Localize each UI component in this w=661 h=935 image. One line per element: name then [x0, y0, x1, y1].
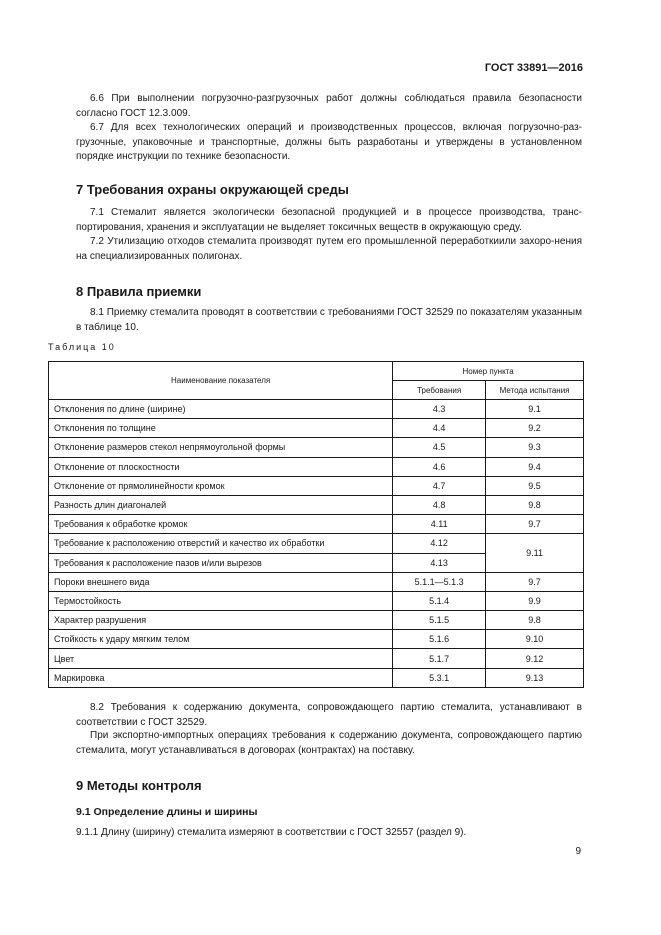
table-row [49, 419, 584, 438]
cell-req: 4.11 [393, 515, 486, 534]
cell-req: 4.13 [393, 553, 486, 572]
cell-name: Отклонение от прямолинейности кромок [49, 476, 393, 495]
cell-name: Цвет [49, 649, 393, 668]
indicators-table [48, 361, 584, 688]
table-row [49, 476, 584, 495]
cell-name: Стойкость к удару мягким телом [49, 630, 393, 649]
table-row [49, 534, 584, 553]
cell-name: Характер разрушения [49, 611, 393, 630]
cell-name: Отклонение размеров стекол непрямоугольной формы [49, 438, 393, 457]
section-8-title: 8 Правила приемки [76, 284, 202, 299]
cell-name: Отклонения по длине (ширине) [49, 400, 393, 419]
table-row [49, 611, 584, 630]
table-row [49, 630, 584, 649]
cell-method: 9.2 [486, 419, 584, 438]
table-caption: Таблица 10 [48, 342, 116, 352]
table-row [49, 591, 584, 610]
cell-method: 9.7 [486, 572, 584, 591]
paragraph-8-1: 8.1 Приемку стемалита проводят в соответствии с требованиями ГОСТ 32529 по показателям указанным в таблице 10. [76, 307, 582, 333]
table-row [49, 572, 584, 591]
section-9-title: 9 Методы контроля [76, 778, 202, 793]
cell-method: 9.9 [486, 591, 584, 610]
cell-name: Требование к расположению отверстий и качество их обработки [49, 534, 393, 553]
table-row [49, 400, 584, 419]
table-row [49, 457, 584, 476]
paragraph-8-2: 8.2 Требования к содержанию документа, сопровождающего партию стемалита, устанавливают в соответствии с ГОСТ 32529. [76, 702, 582, 728]
cell-req: 4.7 [393, 476, 486, 495]
cell-req: 5.1.4 [393, 591, 486, 610]
table-row [49, 495, 584, 514]
cell-method: 9.13 [486, 668, 584, 687]
cell-req: 4.5 [393, 438, 486, 457]
cell-method: 9.3 [486, 438, 584, 457]
paragraph-7-1: 7.1 Стемалит является экологически безопасной продукцией и в процессе производства, транс-портирования, хранения и эксплуатации не выделяет токсичных веществ в окружающую среду. [76, 207, 582, 233]
cell-method: 9.8 [486, 495, 584, 514]
cell-method: 9.8 [486, 611, 584, 630]
cell-req: 4.6 [393, 457, 486, 476]
cell-name: Пороки внешнего вида [49, 572, 393, 591]
table-row [49, 438, 584, 457]
paragraph-9-1-1: 9.1.1 Длину (ширину) стемалита измеряют в соответствии с ГОСТ 32557 (раздел 9). [76, 827, 467, 838]
cell-name: Термостойкость [49, 591, 393, 610]
cell-req: 5.1.1—5.1.3 [393, 572, 486, 591]
page-number: 9 [575, 846, 581, 857]
cell-name: Маркировка [49, 668, 393, 687]
paragraph-6-6: 6.6 При выполнении погрузочно-разгрузочных работ должны соблюдаться правила безопасности согласно ГОСТ 12.3.009. [76, 93, 582, 119]
column-header-method: Метода испытания [486, 381, 584, 400]
cell-req: 5.1.5 [393, 611, 486, 630]
cell-req: 5.3.1 [393, 668, 486, 687]
cell-req: 5.1.6 [393, 630, 486, 649]
cell-name: Требования к расположение пазов и/или вырезов [49, 553, 393, 572]
table-row [49, 515, 584, 534]
table-row [49, 668, 584, 687]
cell-method: 9.12 [486, 649, 584, 668]
cell-req: 4.4 [393, 419, 486, 438]
paragraph-8-2-export: При экспортно-импортных операциях требования к содержанию документа, сопровождающего партию стемалита, могут устанавливаться в договорах (контрактах) на поставку. [76, 730, 582, 756]
cell-method-merged: 9.11 [486, 534, 584, 572]
column-header-group: Номер пункта [393, 362, 584, 381]
table-row [49, 649, 584, 668]
column-header-requirements: Требования [393, 381, 486, 400]
paragraph-7-2: 7.2 Утилизацию отходов стемалита производят путем его промышленной переработкиили захоро-нения на специализированных полигонах. [76, 236, 582, 262]
paragraph-6-7: 6.7 Для всех технологических операций и производственных процессов, включая погрузочно-раз-грузочные, упаковочные и транспортные, должны быть разработаны и утверждены в установленном порядке инструкции по технике безопасности. [76, 122, 582, 163]
cell-method: 9.10 [486, 630, 584, 649]
cell-name: Отклонение от плоскостности [49, 457, 393, 476]
document-code: ГОСТ 33891—2016 [484, 62, 583, 74]
cell-req: 4.3 [393, 400, 486, 419]
cell-name: Отклонения по толщине [49, 419, 393, 438]
cell-method: 9.7 [486, 515, 584, 534]
cell-name: Требования к обработке кромок [49, 515, 393, 534]
cell-req: 5.1.7 [393, 649, 486, 668]
cell-method: 9.5 [486, 476, 584, 495]
column-header-name: Наименование показателя [49, 362, 393, 400]
cell-req: 4.12 [393, 534, 486, 553]
section-7-title: 7 Требования охраны окружающей среды [76, 182, 349, 197]
cell-name: Разность длин диагоналей [49, 495, 393, 514]
subsection-9-1-title: 9.1 Определение длины и ширины [76, 806, 258, 818]
cell-method: 9.1 [486, 400, 584, 419]
cell-method: 9.4 [486, 457, 584, 476]
cell-req: 4.8 [393, 495, 486, 514]
